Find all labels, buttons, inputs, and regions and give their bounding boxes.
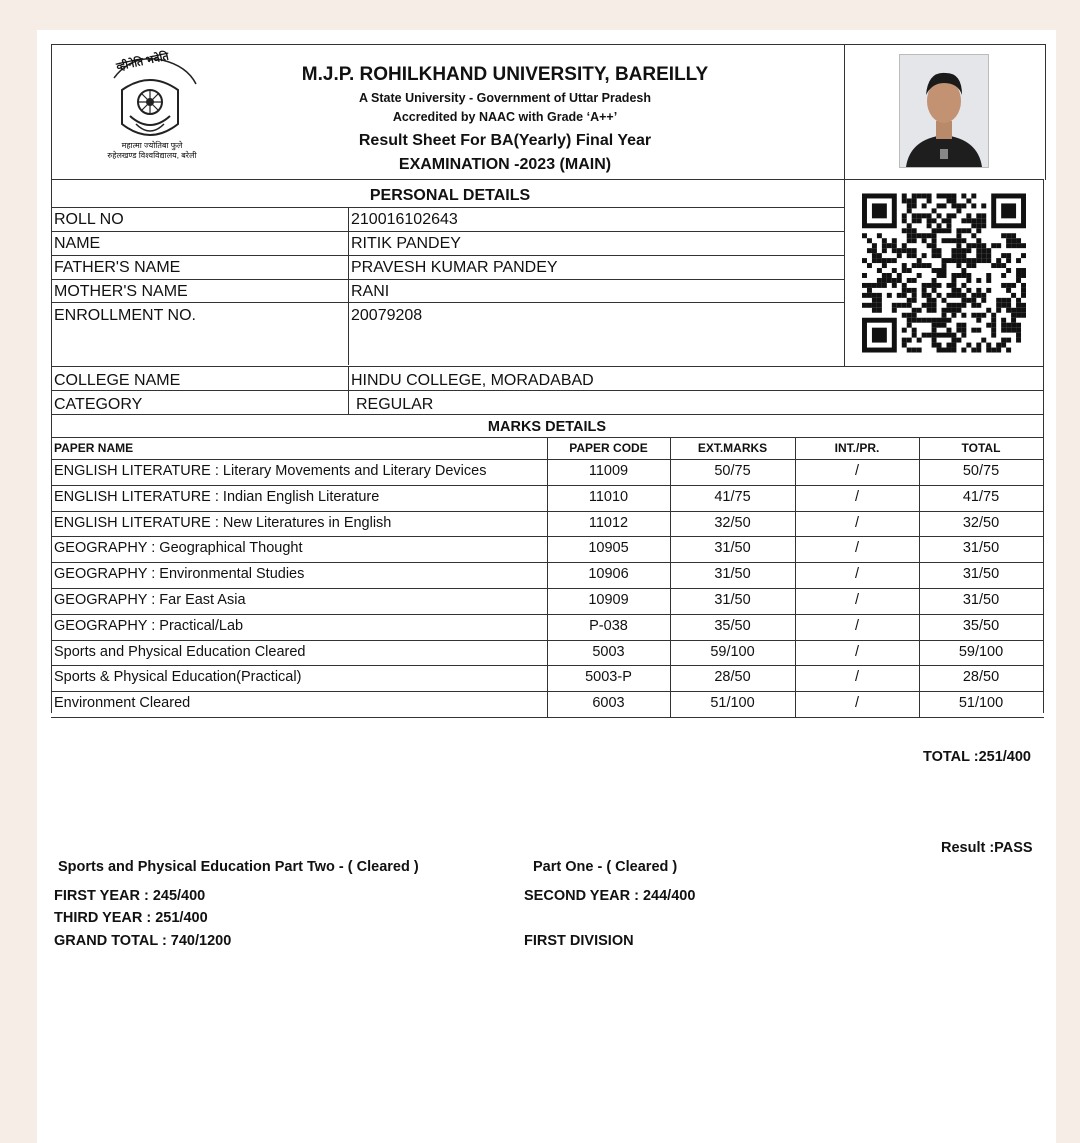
total-marks-cell: 35/50 <box>962 617 1000 634</box>
header-int-pr: INT./PR. <box>834 441 880 455</box>
header-paper-name: PAPER NAME <box>54 441 134 455</box>
marks-details-heading: MARKS DETAILS <box>487 419 607 435</box>
row-line <box>51 366 1044 367</box>
row-line <box>51 588 1044 589</box>
int-marks: / <box>854 566 860 583</box>
paper-name: GEOGRAPHY : Environmental Studies <box>54 566 305 583</box>
paper-code: 6003 <box>592 695 625 712</box>
father-name-label: FATHER'S NAME <box>54 259 181 276</box>
category-label: CATEGORY <box>54 396 143 413</box>
paper-code: 11012 <box>588 514 629 531</box>
int-marks: / <box>854 617 860 634</box>
row-line <box>51 665 1044 666</box>
category-value: REGULAR <box>356 396 434 413</box>
total-marks-cell: 31/50 <box>962 592 1000 608</box>
sheet-title: Result Sheet For BA(Yearly) Final Year <box>358 132 652 149</box>
int-marks: / <box>854 695 860 712</box>
exam-title: EXAMINATION -2023 (MAIN) <box>398 156 612 173</box>
paper-code: 10906 <box>588 566 629 583</box>
ext-marks: 32/50 <box>714 514 751 531</box>
paper-code: 5003-P <box>585 669 632 686</box>
ext-marks: 31/50 <box>714 592 751 608</box>
student-photo <box>899 54 989 168</box>
total-marks-cell: 50/75 <box>962 463 1000 479</box>
total-marks-cell: 41/75 <box>962 488 1000 505</box>
int-marks: / <box>854 592 860 608</box>
row-line <box>51 302 844 303</box>
paper-code: 11009 <box>588 463 629 479</box>
total-marks-cell: 51/100 <box>958 695 1004 712</box>
mother-name-value: RANI <box>351 283 390 300</box>
total-marks-cell: 31/50 <box>962 566 1000 583</box>
logo-caption-2: रुहेलखण्ड विश्वविद्यालय, बरेली <box>107 151 197 160</box>
total-marks-cell: 32/50 <box>962 514 1000 531</box>
row-line <box>51 255 844 256</box>
paper-code: 10905 <box>588 540 629 557</box>
mother-name-label: MOTHER'S NAME <box>54 283 188 300</box>
paper-code: 10909 <box>588 592 629 608</box>
personal-details-heading: PERSONAL DETAILS <box>369 187 531 204</box>
roll-no-label: ROLL NO <box>54 211 124 228</box>
row-line <box>51 511 1044 512</box>
name-value: RITIK PANDEY <box>351 235 461 252</box>
paper-code: P-038 <box>589 617 628 634</box>
qr-code-icon <box>862 193 1026 353</box>
roll-no-value: 210016102643 <box>351 211 458 228</box>
university-name: M.J.P. ROHILKHAND UNIVERSITY, BAREILLY <box>301 64 709 85</box>
sports-part-two: Sports and Physical Education Part Two - ( Cleared ) <box>58 859 419 875</box>
ext-marks: 51/100 <box>710 695 755 712</box>
header-total: TOTAL <box>961 441 1001 455</box>
paper-name: ENGLISH LITERATURE : Literary Movements and Literary Devices <box>54 463 487 479</box>
paper-name: GEOGRAPHY : Far East Asia <box>54 592 246 608</box>
paper-name: Sports and Physical Education Cleared <box>54 643 306 660</box>
row-line <box>51 459 1044 460</box>
result-status: Result :PASS <box>941 840 1033 856</box>
paper-name: ENGLISH LITERATURE : New Literatures in English <box>54 514 392 531</box>
grand-total: GRAND TOTAL : 740/1200 <box>54 933 232 949</box>
table-right-border <box>1043 179 1044 713</box>
row-line <box>51 536 1044 537</box>
ext-marks: 31/50 <box>714 540 751 557</box>
header-divider <box>51 179 1044 180</box>
first-year-marks: FIRST YEAR : 245/400 <box>54 888 206 904</box>
ext-marks: 28/50 <box>714 669 751 686</box>
logo-motto: व्हीनेति भवेति <box>115 50 170 74</box>
father-name-value: PRAVESH KUMAR PANDEY <box>351 259 558 276</box>
total-marks-cell: 59/100 <box>958 643 1004 660</box>
name-label: NAME <box>54 235 101 252</box>
university-subtitle: A State University - Government of Uttar Pradesh <box>359 91 651 105</box>
university-logo <box>92 50 212 165</box>
row-line <box>51 207 844 208</box>
enrollment-label: ENROLLMENT NO. <box>54 307 196 324</box>
row-line <box>51 231 844 232</box>
part-one: Part One - ( Cleared ) <box>533 859 678 875</box>
int-marks: / <box>854 514 860 531</box>
row-line <box>51 640 1044 641</box>
row-line <box>51 279 844 280</box>
college-label: COLLEGE NAME <box>54 372 181 389</box>
college-value: HINDU COLLEGE, MORADABAD <box>351 372 594 389</box>
paper-name: Environment Cleared <box>54 695 191 712</box>
logo-caption-1: महात्मा ज्योतिबा फुले <box>121 141 183 150</box>
row-line <box>51 691 1044 692</box>
paper-code: 11010 <box>588 488 629 505</box>
total-marks: TOTAL :251/400 <box>923 749 1031 765</box>
total-marks-cell: 28/50 <box>962 669 1000 686</box>
paper-name: ENGLISH LITERATURE : Indian English Literature <box>54 488 380 505</box>
paper-name: GEOGRAPHY : Practical/Lab <box>54 617 244 634</box>
table-left-border <box>51 179 52 713</box>
row-line <box>51 562 1044 563</box>
row-line <box>51 414 1044 415</box>
student-portrait-icon <box>900 55 988 167</box>
int-marks: / <box>854 540 860 557</box>
row-line <box>51 717 1044 718</box>
ext-marks: 59/100 <box>710 643 755 660</box>
int-marks: / <box>854 643 860 660</box>
total-marks-cell: 31/50 <box>962 540 1000 557</box>
division: FIRST DIVISION <box>524 933 634 949</box>
int-marks: / <box>854 463 860 479</box>
row-line <box>51 614 1044 615</box>
header-ext-marks: EXT.MARKS <box>697 441 768 455</box>
row-line <box>51 390 1044 391</box>
int-marks: / <box>854 669 860 686</box>
third-year-marks: THIRD YEAR : 251/400 <box>54 910 208 926</box>
int-marks: / <box>854 488 860 505</box>
ext-marks: 50/75 <box>714 463 751 479</box>
enrollment-value: 20079208 <box>351 307 423 324</box>
ext-marks: 35/50 <box>714 617 751 634</box>
row-line <box>51 485 1044 486</box>
qr-divider <box>844 179 845 366</box>
paper-code: 5003 <box>592 643 625 660</box>
accreditation: Accredited by NAAC with Grade ‘A++’ <box>392 110 618 124</box>
ext-marks: 31/50 <box>714 566 751 583</box>
paper-name: GEOGRAPHY : Geographical Thought <box>54 540 303 557</box>
second-year-marks: SECOND YEAR : 244/400 <box>524 888 696 904</box>
ext-marks: 41/75 <box>714 488 751 505</box>
paper-name: Sports & Physical Education(Practical) <box>54 669 302 686</box>
header-paper-code: PAPER CODE <box>569 441 648 455</box>
